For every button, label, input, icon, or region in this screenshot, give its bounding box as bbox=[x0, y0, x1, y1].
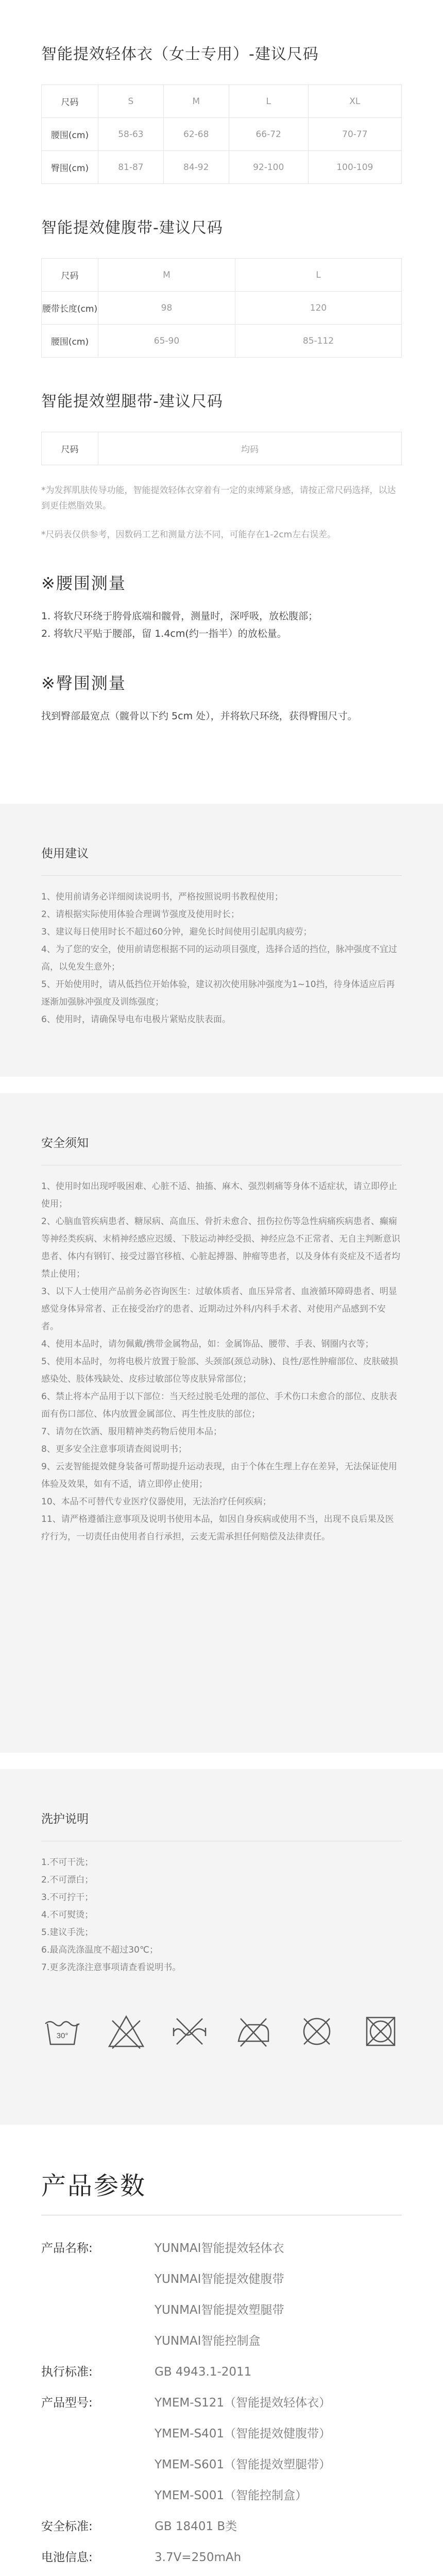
param-row bbox=[41, 2573, 402, 2576]
list-item: 6、使用时，请确保导电布电极片紧贴皮肤表面。 bbox=[41, 1014, 231, 1025]
param-value: YUNMAI智能提效健腹带 bbox=[155, 2273, 284, 2286]
table-cell: 92-100 bbox=[229, 151, 308, 184]
table-row bbox=[42, 118, 402, 151]
list-item: 9、云麦智能提效健身装备可帮助提升运动表现，由于个体在生理上存在差异，无法保证使用体验及效果，如有不适，请立即停止使用； bbox=[41, 1462, 397, 1489]
params-title: 产品参数 bbox=[41, 2172, 147, 2200]
header-cell: S bbox=[98, 85, 164, 118]
wash-temp-label: 30° bbox=[56, 2031, 69, 2040]
table-cell: 58-63 bbox=[98, 118, 164, 151]
list-item: 4、使用本品时，请勿佩戴/携带金属物品，如：金属饰品、腰带、手表、钢圈内衣等； bbox=[41, 1339, 374, 1349]
no-bleach-icon bbox=[107, 2012, 145, 2050]
waist-measure-line: 2. 将软尺平贴于腰部，留 1.4cm(约一指半）的放松量。 bbox=[41, 628, 287, 639]
table-cell: 62-68 bbox=[163, 118, 229, 151]
size-table bbox=[41, 432, 402, 465]
size-table bbox=[41, 258, 402, 358]
hip-measure-title: ※臀围测量 bbox=[41, 673, 126, 693]
table-cell: 98 bbox=[98, 292, 235, 325]
size-table-title: 智能提效健腹带-建议尺码 bbox=[41, 219, 223, 237]
hip-measure-text: 找到臀部最宽点（髋骨以下约 5cm 处），并将软尺环绕，获得臀围尺寸。 bbox=[41, 710, 357, 722]
table-header-row bbox=[42, 85, 402, 118]
header-cell: 尺码 bbox=[42, 259, 98, 292]
row-label: 腰围(cm) bbox=[42, 118, 98, 151]
list-item: 7.更多洗涤注意事项请查看说明书。 bbox=[41, 1962, 181, 1973]
param-value: YUNMAI智能控制盒 bbox=[155, 2334, 261, 2348]
row-label: 腰带长度(cm) bbox=[42, 292, 98, 325]
list-item: 1、使用前请务必详细阅读说明书，严格按照说明书教程使用； bbox=[41, 892, 283, 902]
list-item: 2.不可漂白； bbox=[41, 1875, 94, 1885]
header-cell: XL bbox=[308, 85, 401, 118]
param-row bbox=[41, 2511, 402, 2542]
wash-icons bbox=[41, 2012, 402, 2050]
param-value: YUNMAI智能提效轻体衣 bbox=[155, 2242, 284, 2255]
param-row bbox=[41, 2387, 402, 2511]
param-values bbox=[155, 2573, 226, 2576]
param-value: GB 18401 B类 bbox=[155, 2520, 237, 2533]
table-row bbox=[42, 151, 402, 184]
table-cell: 120 bbox=[235, 292, 401, 325]
size-note: *尺码表仅供参考，因数码工艺和测量方法不同，可能存在1-2cm左右误差。 bbox=[41, 530, 336, 540]
usage-list bbox=[41, 888, 402, 1028]
size-table-waist-belt bbox=[41, 215, 402, 358]
param-value: YMEM-S401（智能提效健腹带） bbox=[155, 2427, 331, 2441]
param-values bbox=[155, 2357, 251, 2387]
table-cell: 85-112 bbox=[235, 325, 401, 358]
param-value bbox=[155, 2573, 226, 2576]
size-table-bodysuit bbox=[41, 41, 402, 184]
table-row bbox=[42, 292, 402, 325]
param-key: 产品型号: bbox=[41, 2396, 93, 2410]
header-cell: M bbox=[98, 259, 235, 292]
no-tumble-dry-icon bbox=[362, 2012, 400, 2050]
table-row bbox=[42, 325, 402, 358]
safety-list bbox=[41, 1178, 402, 1546]
header-cell: 尺码 bbox=[42, 432, 98, 465]
list-item: 5、使用本品时，勿将电极片放置于脸部、头颈部(颈总动脉)、良性/恶性肿瘤部位、皮肤破损感染处、肢体残缺处、皮疹过敏部位等皮肤异常部位； bbox=[41, 1357, 398, 1384]
list-item: 2、心脑血管疾病患者、糖尿病、高血压、骨折未愈合、扭伤拉伤等急性病痛疾病患者、癫痫等神经类疾病、末梢神经感应迟缓、下肢运动神经受损、神经应急不正常者、无自主判断意识患者、体内有钢钉、接受过器官移植、心脏起搏器、肿瘤等患者，以及身体有炎症及不适者均禁止使用； bbox=[41, 1216, 400, 1279]
param-value: YMEM-S121（智能提效轻体衣） bbox=[155, 2396, 331, 2410]
size-table-title: 智能提效塑腿带-建议尺码 bbox=[41, 393, 223, 411]
param-key: 执行标准: bbox=[41, 2365, 93, 2379]
table-cell: 66-72 bbox=[229, 118, 308, 151]
size-table-title: 智能提效轻体衣（女士专用）-建议尺码 bbox=[41, 45, 319, 63]
param-values bbox=[155, 2233, 284, 2357]
safety-title: 安全须知 bbox=[41, 1137, 89, 1150]
size-table bbox=[41, 84, 402, 184]
list-item: 1.不可干洗； bbox=[41, 1857, 94, 1868]
usage-title: 使用建议 bbox=[41, 847, 89, 860]
table-header-row bbox=[42, 432, 402, 465]
wash-list bbox=[41, 1854, 402, 1976]
param-values bbox=[155, 2387, 331, 2511]
header-cell: L bbox=[229, 85, 308, 118]
list-item: 5、开始使用时，请从低挡位开始体验，建议初次使用脉冲强度为1~10挡，待身体适应后再逐渐加强脉冲强度及训练强度； bbox=[41, 979, 395, 1007]
param-key: 产品名称: bbox=[41, 2242, 93, 2255]
usage-section bbox=[0, 804, 443, 1077]
list-item: 3、以下人士使用产品前务必咨询医生：过敏体质者、血压异常者、血液循环障碍患者、明显感觉身体异常者、正在接受治疗的患者、近期动过外科/内科手术者、对使用产品感到不安者。 bbox=[41, 1286, 397, 1332]
list-item: 10、本品不可替代专业医疗仪器使用，无法治疗任何疾病； bbox=[41, 1497, 271, 1507]
param-value: YMEM-S601（智能提效塑腿带） bbox=[155, 2458, 331, 2471]
table-cell: 70-77 bbox=[308, 118, 401, 151]
size-table-leg-belt bbox=[41, 388, 402, 465]
param-value: YMEM-S001（智能控制盒） bbox=[155, 2489, 308, 2502]
param-values bbox=[155, 2542, 241, 2573]
row-label: 臀围(cm) bbox=[42, 151, 98, 184]
param-value: YUNMAI智能提效塑腿带 bbox=[155, 2303, 284, 2317]
param-value: 3.7V=250mAh bbox=[155, 2551, 242, 2564]
param-row bbox=[41, 2542, 402, 2573]
wash-section bbox=[0, 1769, 443, 2125]
header-cell: M bbox=[163, 85, 229, 118]
header-cell: 尺码 bbox=[42, 85, 98, 118]
table-header-row bbox=[42, 259, 402, 292]
param-value: GB 4943.1-2011 bbox=[155, 2365, 252, 2379]
list-item: 11、请严格遵循注意事项及说明书使用本品，如因自身疾病或使用不当，出现不良后果及医疗行为，一切责任由使用者自行承担，云麦无需承担任何赔偿及法律责任。 bbox=[41, 1514, 394, 1542]
param-values bbox=[155, 2511, 237, 2542]
list-item: 3.不可拧干； bbox=[41, 1892, 94, 1903]
table-cell: 100-109 bbox=[308, 151, 401, 184]
list-item: 4.不可熨烫； bbox=[41, 1910, 94, 1920]
no-dry-clean-icon bbox=[298, 2012, 336, 2050]
table-cell: 84-92 bbox=[163, 151, 229, 184]
param-key: 安全标准: bbox=[41, 2520, 93, 2533]
header-cell: L bbox=[235, 259, 401, 292]
list-item: 8、更多安全注意事项请查阅说明书； bbox=[41, 1444, 187, 1454]
list-item: 2、请根据实际使用体验合理调节强度及使用时长； bbox=[41, 909, 240, 920]
list-item: 5.建议手洗； bbox=[41, 1927, 94, 1938]
no-wring-icon bbox=[171, 2012, 209, 2050]
wash-title: 洗护说明 bbox=[41, 1812, 89, 1826]
hand-wash-30-icon bbox=[43, 2012, 81, 2050]
list-item: 6.最高洗涤温度不超过30℃； bbox=[41, 1945, 158, 1955]
table-cell: 81-87 bbox=[98, 151, 164, 184]
params-section bbox=[0, 2125, 443, 2576]
header-cell: 均码 bbox=[98, 432, 402, 465]
size-section bbox=[0, 0, 443, 804]
list-item: 1、使用时如出现呼吸困难、心脏不适、抽搐、麻木、强烈刺痛等身体不适症状，请立即停止使用； bbox=[41, 1181, 397, 1209]
waist-measure-line: 1. 将软尺环绕于胯骨底端和髋骨，测量时，深呼吸，放松腹部； bbox=[41, 611, 318, 622]
waist-measure-title: ※腰围测量 bbox=[41, 573, 126, 593]
list-item: 6、禁止将本产品用于以下部位：当天经过脱毛处理的部位、手术伤口未愈合的部位、皮肤表面有伤口部位、体内放置金属部位、再生性皮肤的部位； bbox=[41, 1392, 397, 1419]
no-iron-icon bbox=[234, 2012, 272, 2050]
table-cell: 65-90 bbox=[98, 325, 235, 358]
safety-section bbox=[0, 1093, 443, 1753]
param-key: 电池信息: bbox=[41, 2551, 93, 2564]
param-row bbox=[41, 2357, 402, 2387]
param-row bbox=[41, 2233, 402, 2357]
list-item: 4、为了您的安全，使用前请您根据不同的运动项目强度，选择合适的挡位，脉冲强度不宜过高，以免发生意外； bbox=[41, 944, 397, 972]
row-label: 腰围(cm) bbox=[42, 325, 98, 358]
list-item: 3、建议每日使用时长不超过60分钟，避免长时间使用引起肌肉疲劳； bbox=[41, 927, 312, 937]
param-key bbox=[41, 2573, 155, 2576]
divider bbox=[41, 875, 402, 876]
list-item: 7、请勿在饮酒、服用精神类药物后使用本品； bbox=[41, 1427, 222, 1437]
size-note: *为发挥肌肤传导功能，智能提效轻体衣穿着有一定的束缚紧身感，请按正常尺码选择，以达到更佳燃脂效果。 bbox=[41, 485, 396, 511]
